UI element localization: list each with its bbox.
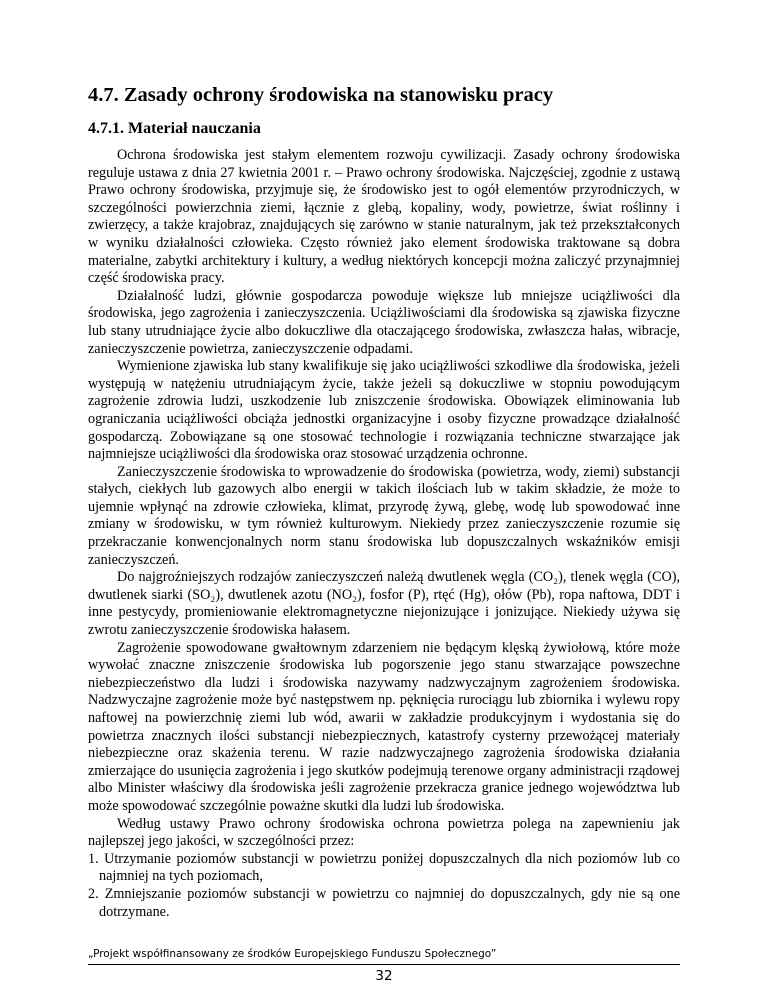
subsection-heading: 4.7.1. Materiał nauczania	[88, 120, 261, 137]
section-heading: 4.7. Zasady ochrony środowiska na stanowisku pracy	[88, 84, 554, 106]
paragraph: Zagrożenie spowodowane gwałtownym zdarzeniem nie będącym klęską żywiołową, które może wywołać znaczne zniszczenie środowiska lub pogorszenie jego stanu stwarzające powszechne niebezpieczeństwo dla ludzi i środowiska nazywamy nadzwyczajnym zagrożeniem środowiska. Nadzwyczajne zagrożenie może być następstwem np. pęknięcia rurociągu lub zbiornika i wylewu ropy naftowej na powierzchnię ziemi lub wód, awarii w zakładzie produkcyjnym i wydostania się do powietrza znacznych ilości substancji niebezpiecznych, katastrofy cysterny przewożącej materiały niebezpieczne oraz skażenia terenu. W razie nadzwyczajnego zagrożenia środowiska działania zmierzające do usunięcia zagrożenia i jego skutków podejmują terenowe organy administracji rządowej albo Minister właściwy dla środowiska jeśli zagrożenie przekracza granice jednego województwa lub może spowodować szczególnie poważne skutki dla ludzi lub środowiska.	[88, 639, 680, 814]
paragraph: Wymienione zjawiska lub stany kwalifikuje się jako uciążliwości szkodliwe dla środowiska, jeżeli występują w natężeniu utrudniającym życie, także jeżeli są dokuczliwe w stopniu powodującym zagrożenie zdrowia ludzi, uszkodzenie lub zniszczenie środowiska. Obowiązek eliminowania lub ograniczania uciążliwości obciąża jednostki organizacyjne i osoby fizyczne prowadzące działalność gospodarczą. Zobowiązane są one stosować technologie i rozwiązania techniczne stwarzające jak najmniejsze uciążliwości dla środowiska oraz stosować urządzenia ochronne.	[88, 358, 680, 463]
footer-note: „Projekt współfinansowany ze środków Europejskiego Funduszu Społecznego”	[88, 948, 497, 960]
page-number: 32	[375, 968, 393, 984]
body-text	[88, 147, 680, 921]
paragraph: Ochrona środowiska jest stałym elementem rozwoju cywilizacji. Zasady ochrony środowiska reguluje ustawa z dnia 27 kwietnia 2001 r. – Prawo ochrony środowiska. Najczęściej, zgodnie z ustawą Prawo ochrony środowiska, przyjmuje się, że środowisko jest to ogół elementów przyrodniczych, w szczególności powierzchnia ziemi, łącznie z glebą, kopaliny, wody, powietrze, świat roślinny i zwierzęcy, a także krajobraz, znajdujących się zarówno w stanie naturalnym, jak też przekształconych w wyniku działalności człowieka. Często również jako element środowiska traktowane są dobra materialne, zabytki architektury i kultury, a według niektórych koncepcji można zaliczyć przynajmniej część środowiska pracy.	[88, 147, 680, 287]
numbered-list	[88, 851, 680, 921]
footer-divider	[88, 964, 680, 965]
paragraph: Według ustawy Prawo ochrony środowiska ochrona powietrza polega na zapewnieniu jak najlepszej jego jakości, w szczególności przez:	[88, 815, 680, 850]
list-item: 2. Zmniejszanie poziomów substancji w powietrzu co najmniej do dopuszczalnych, gdy nie są one dotrzymane.	[88, 885, 680, 920]
list-item: 1. Utrzymanie poziomów substancji w powietrzu poniżej dopuszczalnych dla nich poziomów lub co najmniej na tych poziomach,	[88, 850, 680, 885]
paragraph: Zanieczyszczenie środowiska to wprowadzenie do środowiska (powietrza, wody, ziemi) substancji stałych, ciekłych lub gazowych albo energii w takich ilościach lub w takim składzie, że może to ujemnie wpłynąć na zdrowie człowieka, klimat, przyrodę żywą, glebę, wodę lub spowodować inne zmiany w środowisku, w tym również kulturowym. Niekiedy przez zanieczyszczenie rozumie się przekraczanie konwencjonalnych norm stanu środowiska lub dopuszczalnych wskaźników emisji zanieczyszczeń.	[88, 463, 680, 568]
paragraph: Do najgroźniejszych rodzajów zanieczyszczeń należą dwutlenek węgla (CO₂), tlenek węgla (CO), dwutlenek siarki (SO₂), dwutlenek azotu (NO₂), fosfor (P), rtęć (Hg), ołów (Pb), ropa naftowa, DDT i inne pestycydy, promieniowanie elektromagnetyczne niejonizujące i jonizujące. Niekiedy używa się zwrotu zanieczyszczenie środowiska hałasem.	[88, 569, 680, 639]
paragraph: Działalność ludzi, głównie gospodarcza powoduje większe lub mniejsze uciążliwości dla środowiska, jego zagrożenia i zanieczyszczenia. Uciążliwościami dla środowiska są zjawiska fizyczne lub stany utrudniające życie albo dokuczliwe dla otaczającego środowiska, zwłaszcza hałas, wibracje, zanieczyszczenie powietrza, zanieczyszczenie odpadami.	[88, 287, 680, 357]
